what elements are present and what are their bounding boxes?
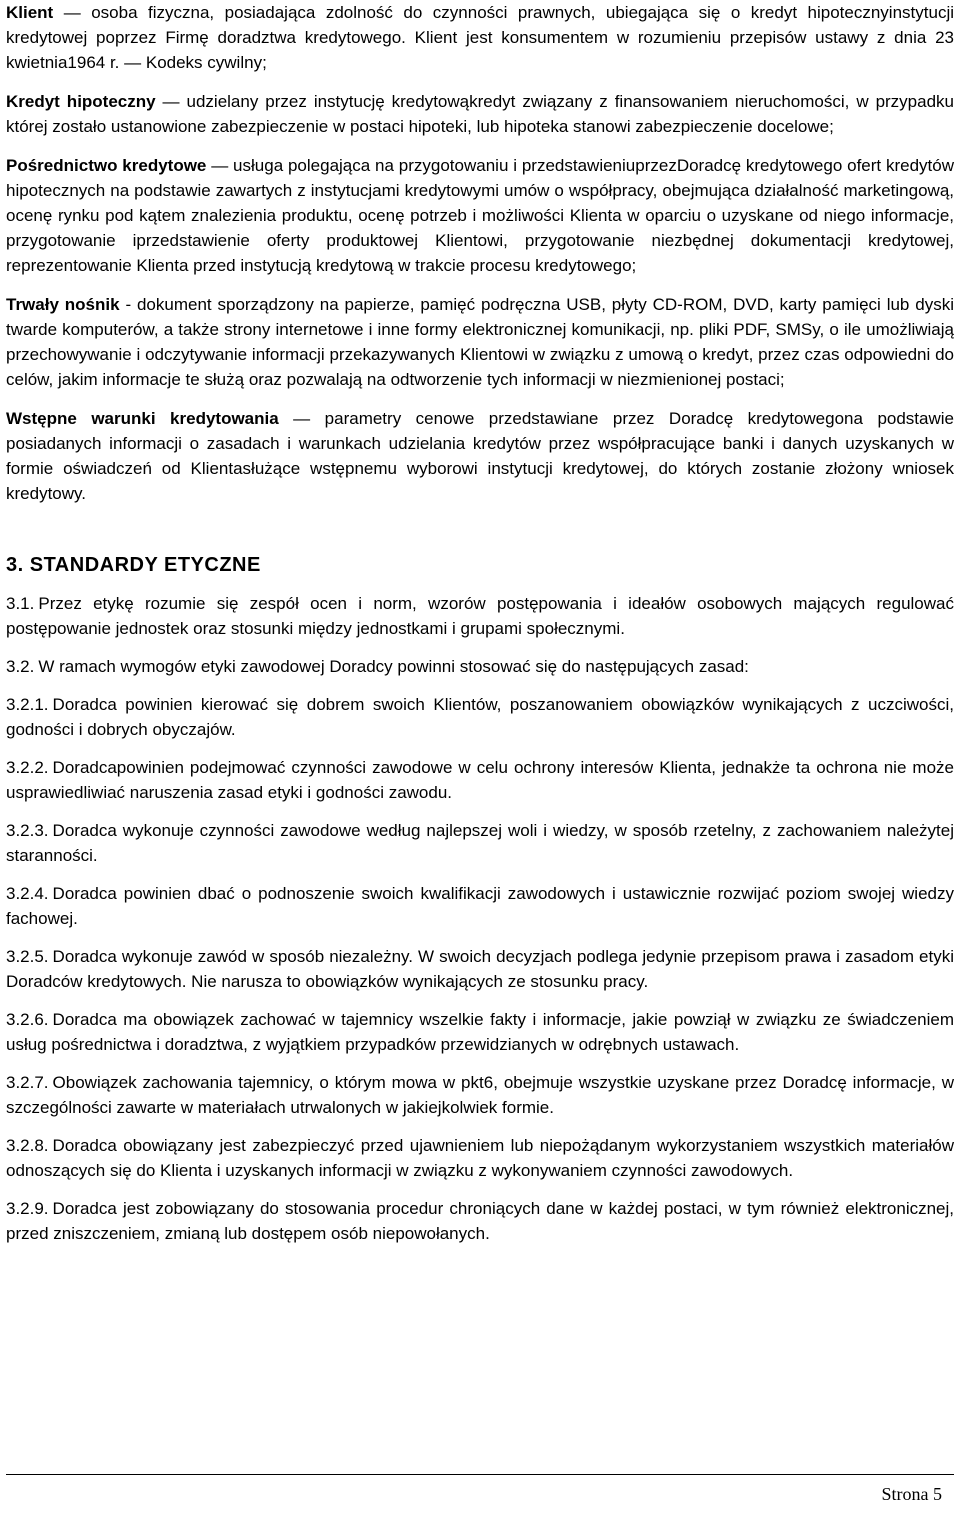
list-item (6, 755, 954, 805)
item-number: 3.2.6. (6, 1010, 49, 1029)
list-item (6, 692, 954, 742)
definition-term: Klient (6, 3, 54, 22)
definition-term: Kredyt hipoteczny (6, 92, 156, 111)
list-item (6, 591, 954, 641)
footer-divider (6, 1474, 954, 1475)
definition-kredyt-hipoteczny (6, 89, 954, 139)
item-text: Obowiązek zachowania tajemnicy, o którym mowa w pkt6, obejmuje wszystkie uzyskane przez Doradcę informacje, w szczególności zawarte w materiałach utrwalonych w jakiejkolwiek formie. (6, 1073, 954, 1117)
item-text: Doradca powinien dbać o podnoszenie swoich kwalifikacji zawodowych i ustawicznie rozwijać poziom swojej wiedzy fachowej. (6, 884, 954, 928)
item-number: 3.1. (6, 594, 35, 613)
definition-term: Pośrednictwo kredytowe (6, 156, 207, 175)
list-item (6, 818, 954, 868)
item-text: Doradcapowinien podejmować czynności zawodowe w celu ochrony interesów Klienta, jednakże ta ochrona nie może usprawiedliwiać naruszenia zasad etyki i godności zawodu. (6, 758, 954, 802)
list-item (6, 1196, 954, 1246)
item-text: Doradca powinien kierować się dobrem swoich Klientów, poszanowaniem obowiązków wynikających z uczciwości, godności i dobrych obyczajów. (6, 695, 954, 739)
definition-text: — usługa polegająca na przygotowaniu i przedstawieniuprzezDoradcę kredytowego ofert kredytów hipotecznych na podstawie zawartych z instytucjami kredytowymi umów o współpracy, obejmująca działalność marketingową, ocenę rynku pod kątem znalezienia produktu, ocenę potrzeb i możliwości Klienta w oparciu o uzyskane od niego informacje, przygotowanie iprzedstawienie oferty produktowej Klientowi, przygotowanie niezbędnej dokumentacji kredytowej, reprezentowanie Klienta przed instytucją kredytową w trakcie procesu kredytowego; (6, 156, 954, 275)
item-number: 3.2. (6, 657, 35, 676)
page-number: Strona 5 (881, 1484, 942, 1504)
definition-text: — udzielany przez instytucję kredytowąkredyt związany z finansowaniem nieruchomości, w przypadku której zostało ustanowione zabezpieczenie w postaci hipoteki, lub hipoteka stanowi zabezpieczenie docelowe; (6, 92, 954, 136)
definition-text: - dokument sporządzony na papierze, pamięć podręczna USB, płyty CD-ROM, DVD, karty pamięci lub dyski twarde komputerów, a także strony internetowe i inne formy elektronicznej komunikacji, np. pliki PDF, SMSy, o ile umożliwiają przechowywanie i odczytywanie informacji przekazywanych Klientowi w związku z umową o kredyt, przez czas odpowiedni do celów, jakim informacje te służą oraz pozwalają na odtworzenie tych informacji w niezmienionej postaci; (6, 295, 954, 389)
definition-klient (6, 0, 954, 75)
list-item (6, 1070, 954, 1120)
definition-text: — parametry cenowe przedstawiane przez Doradcę kredytowegona podstawie posiadanych informacji o zasadach i warunkach udzielania kredytów przez współpracujące banki i danych uzyskanych w formie oświadczeń od Klientasłużące wstępnemu wyborowi instytucji kredytowej, do których zostanie złożony wniosek kredytowy. (6, 409, 954, 503)
item-number: 3.2.2. (6, 758, 49, 777)
item-number: 3.2.9. (6, 1199, 49, 1218)
list-item (6, 654, 954, 679)
item-number: 3.2.8. (6, 1136, 49, 1155)
definition-term: Trwały nośnik (6, 295, 120, 314)
definition-posrednictwo-kredytowe (6, 153, 954, 278)
item-text: Doradca obowiązany jest zabezpieczyć przed ujawnieniem lub niepożądanym wykorzystaniem wszystkich materiałów odnoszących się do Klienta i uzyskanych informacji w związku z wykonywaniem czynności zawodowych. (6, 1136, 954, 1180)
list-item (6, 1007, 954, 1057)
list-item (6, 1133, 954, 1183)
item-text: Doradca wykonuje zawód w sposób niezależny. W swoich decyzjach podlega jedynie przepisom prawa i zasadom etyki Doradców kredytowych. Nie narusza to obowiązków wynikających ze stosunku pracy. (6, 947, 954, 991)
item-text: Przez etykę rozumie się zespół ocen i norm, wzorów postępowania i ideałów osobowych mających regulować postępowanie jednostek oraz stosunki między jednostkami i grupami społecznymi. (6, 594, 954, 638)
list-item (6, 881, 954, 931)
item-number: 3.2.4. (6, 884, 49, 903)
item-text: Doradca wykonuje czynności zawodowe według najlepszej woli i wiedzy, w sposób rzetelny, z zachowaniem należytej staranności. (6, 821, 954, 865)
definition-term: Wstępne warunki kredytowania (6, 409, 279, 428)
item-number: 3.2.3. (6, 821, 49, 840)
definition-trwaly-nosnik (6, 292, 954, 392)
definition-text: — osoba fizyczna, posiadająca zdolność do czynności prawnych, ubiegająca się o kredyt hipotecznyinstytucji kredytowej poprzez Firmę doradztwa kredytowego. Klient jest konsumentem w rozumieniu przepisów ustawy z dnia 23 kwietnia1964 r. — Kodeks cywilny; (6, 3, 954, 72)
definition-wstepne-warunki (6, 406, 954, 506)
item-number: 3.2.1. (6, 695, 49, 714)
section-heading: 3. STANDARDY ETYCZNE (6, 554, 261, 576)
item-number: 3.2.7. (6, 1073, 49, 1092)
item-text: Doradca jest zobowiązany do stosowania procedur chroniących dane w każdej postaci, w tym również elektronicznej, przed zniszczeniem, zmianą lub dostępem osób niepowołanych. (6, 1199, 954, 1243)
item-text: Doradca ma obowiązek zachować w tajemnicy wszelkie fakty i informacje, jakie powziął w związku ze świadczeniem usług pośrednictwa i doradztwa, z wyjątkiem przypadków przewidzianych w odrębnych ustawach. (6, 1010, 954, 1054)
item-number: 3.2.5. (6, 947, 49, 966)
item-text: W ramach wymogów etyki zawodowej Doradcy powinni stosować się do następujących zasad: (38, 657, 749, 676)
list-item (6, 944, 954, 994)
